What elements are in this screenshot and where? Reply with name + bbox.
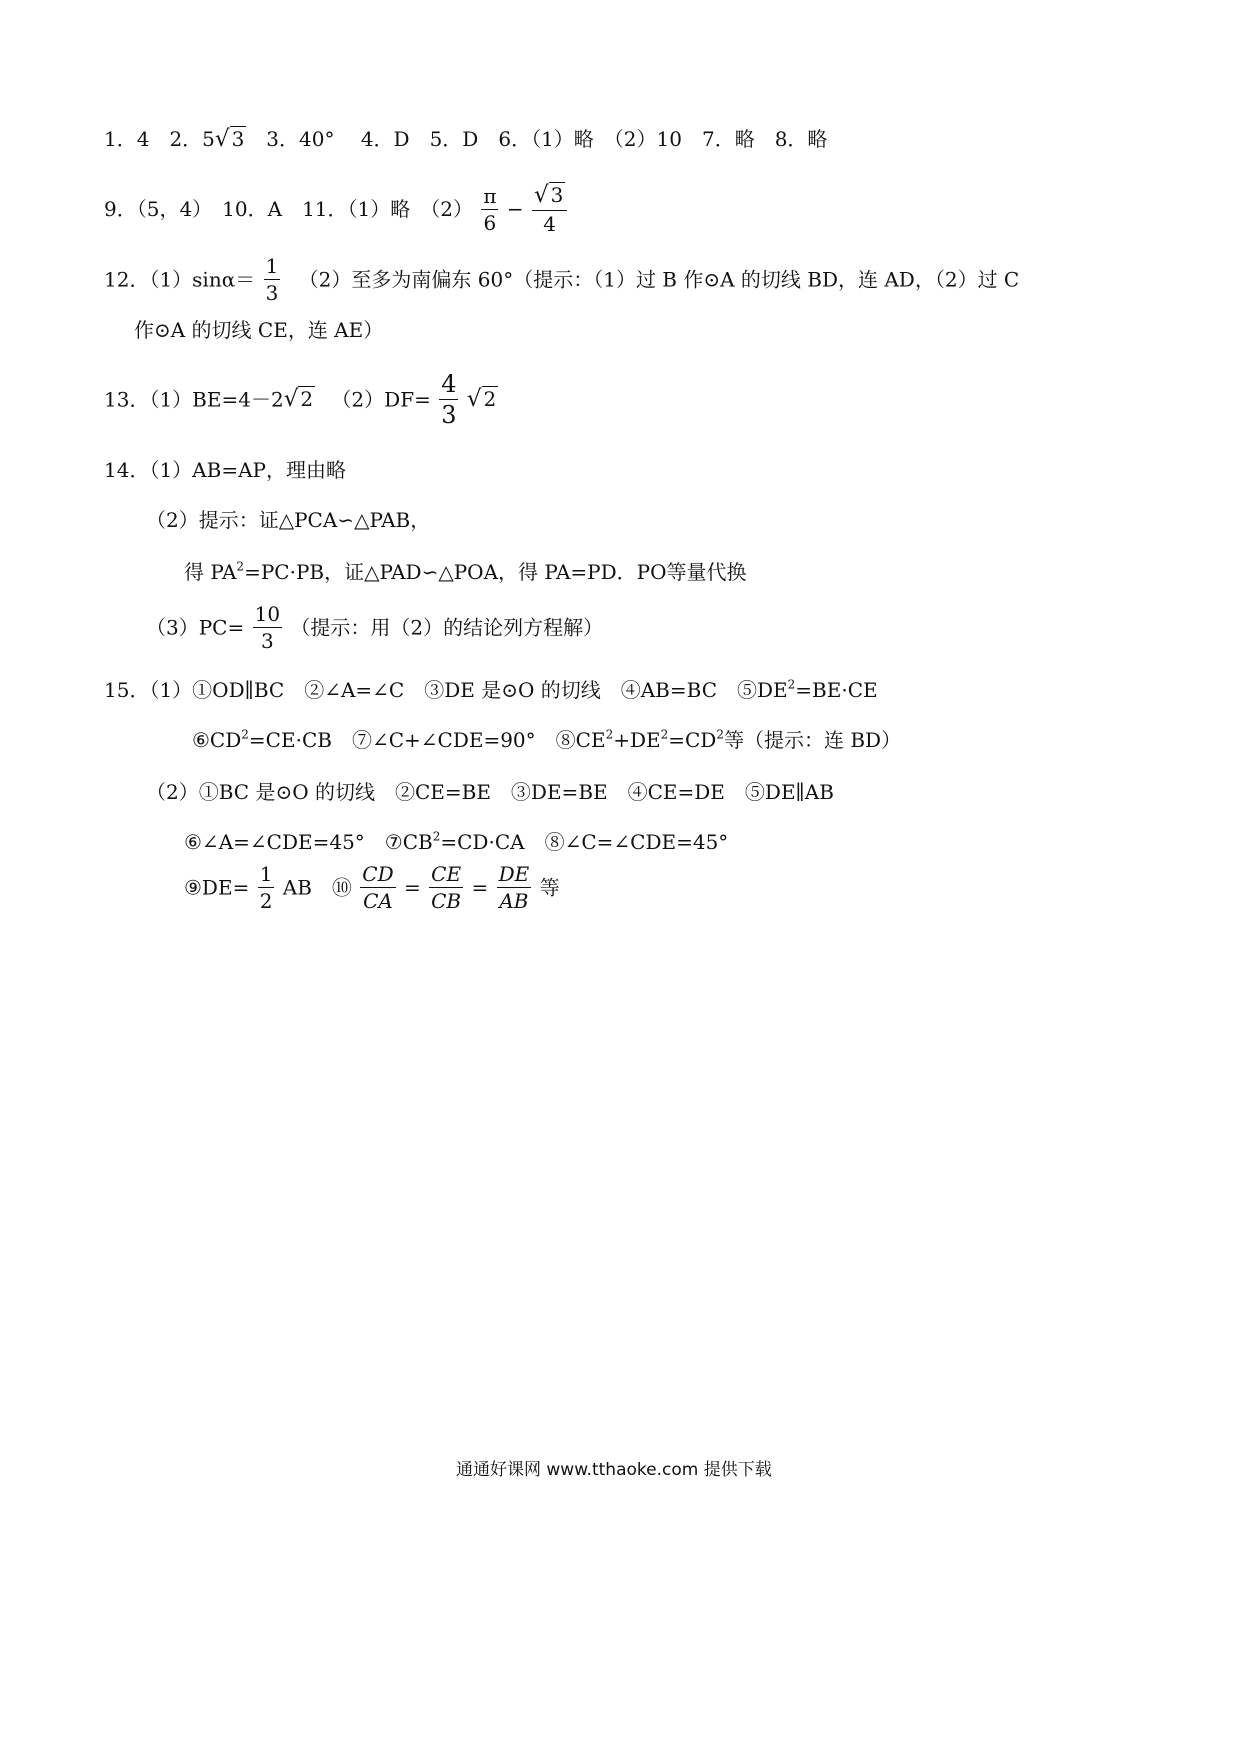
text: 9．（5，4） 10．A 11．（1）略 （2） xyxy=(104,197,473,221)
radical-sign: √ xyxy=(466,386,482,412)
denominator: CA xyxy=(363,889,393,913)
answer-line-14 xyxy=(104,460,346,480)
text: =CD·CA ⑧∠C=∠CDE=45° xyxy=(440,830,729,854)
numerator: 10 xyxy=(254,602,281,626)
text: =CE·CB ⑦∠C+∠CDE=90° ⑧CE xyxy=(248,728,606,752)
fraction-ce-over-cb xyxy=(429,864,463,911)
text: 得 PA xyxy=(184,560,237,584)
text: 14．（1）AB=AP，理由略 xyxy=(104,458,346,482)
denominator: 6 xyxy=(483,210,497,235)
answer-line-14-2 xyxy=(146,510,430,530)
text: 作⊙A 的切线 CE，连 AE） xyxy=(134,318,384,342)
denominator: 3 xyxy=(265,281,279,305)
fraction-10-over-3 xyxy=(253,604,282,651)
answer-line-14-2-cont xyxy=(184,559,747,584)
answer-line-15-1 xyxy=(104,677,878,702)
numerator: 1 xyxy=(265,254,279,278)
numerator xyxy=(532,184,567,211)
answer-line-1-8 xyxy=(104,128,827,151)
numerator: 1 xyxy=(259,862,273,886)
answer-line-12 xyxy=(104,256,1019,303)
text: AB ⑩ xyxy=(282,875,352,900)
denominator: AB xyxy=(499,889,529,913)
text: 1．4 2．5 xyxy=(104,127,215,151)
text: （3）PC= xyxy=(146,615,245,640)
numerator: π xyxy=(483,183,497,208)
fraction-1-over-2 xyxy=(258,864,275,911)
superscript: 2 xyxy=(605,727,614,742)
page-footer xyxy=(456,1462,772,1479)
denominator: CB xyxy=(431,889,462,913)
sqrt-2 xyxy=(284,388,315,411)
text: =BE·CE xyxy=(795,678,878,702)
text: （2）DF= xyxy=(321,387,431,412)
text: 等（提示：连 BD） xyxy=(724,728,902,752)
radical-sign: √ xyxy=(283,386,299,412)
superscript: 2 xyxy=(241,727,249,742)
radicand: 3 xyxy=(550,183,564,207)
text: =CD xyxy=(668,728,717,752)
answer-line-9-11 xyxy=(104,184,569,234)
fraction-1-over-3 xyxy=(264,256,281,303)
equals-sign: = xyxy=(471,875,489,900)
text: ⑥∠A=∠CDE=45° ⑦CB xyxy=(184,830,433,854)
answer-line-15-2 xyxy=(146,782,834,802)
superscript: 2 xyxy=(716,727,724,742)
text: 3．40° 4．D 5．D 6．（1）略 （2）10 7．略 8．略 xyxy=(246,127,828,151)
footer-text: 通通好课网 www.tthaoke.com 提供下载 xyxy=(456,1460,772,1480)
text: 12．（1）sinα＝ xyxy=(104,267,256,292)
text: 13．（1）BE=4－2 xyxy=(104,387,284,412)
fraction-de-over-ab xyxy=(497,864,532,911)
superscript: 2 xyxy=(432,829,441,844)
equals-sign: = xyxy=(403,875,421,900)
text: =PC·PB，证△PAD∽△POA，得 PA=PD．PO等量代换 xyxy=(244,560,747,584)
answer-line-15-2-cont2 xyxy=(184,864,560,911)
text: （提示：用（2）的结论列方程解） xyxy=(290,615,604,640)
numerator: DE xyxy=(498,862,530,886)
answer-line-14-3 xyxy=(146,604,603,651)
denominator: 3 xyxy=(441,401,457,429)
answer-line-15-1-cont xyxy=(192,727,902,752)
numerator: CD xyxy=(362,862,394,886)
superscript: 2 xyxy=(236,559,245,574)
fraction-sqrt3-over-4 xyxy=(532,184,567,234)
radicand: 2 xyxy=(300,387,314,411)
superscript: 2 xyxy=(787,677,796,692)
text: （2）①BC 是⊙O 的切线 ②CE=BE ③DE=BE ④CE=DE ⑤DE∥AB xyxy=(146,780,834,804)
radicand: 3 xyxy=(231,127,245,151)
fraction-pi-over-6 xyxy=(481,183,498,235)
text: （2）至多为南偏东 60°（提示：（1）过 B 作⊙A 的切线 BD，连 AD，（2）过 C xyxy=(288,267,1020,292)
text: 等 xyxy=(539,875,560,900)
text: +DE xyxy=(613,728,661,752)
numerator: CE xyxy=(429,864,463,888)
denominator: 4 xyxy=(543,212,557,236)
text: ⑥CD xyxy=(192,728,242,752)
fraction-cd-over-ca xyxy=(360,864,395,911)
text: ⑨DE= xyxy=(184,875,250,900)
superscript: 2 xyxy=(660,727,669,742)
answer-line-13 xyxy=(104,372,498,427)
minus-sign: − xyxy=(506,197,524,221)
text: 15．（1）①OD∥BC ②∠A=∠C ③DE 是⊙O 的切线 ④AB=BC ⑤DE xyxy=(104,678,788,702)
radical-sign: √ xyxy=(214,126,230,152)
radical-sign: √ xyxy=(533,182,549,208)
radicand: 2 xyxy=(483,387,497,411)
text: （2）提示：证△PCA∽△PAB， xyxy=(146,508,431,532)
numerator: 4 xyxy=(441,370,457,398)
denominator: 3 xyxy=(260,629,274,653)
fraction-4-over-3 xyxy=(439,372,458,427)
answer-line-12-cont xyxy=(134,320,383,340)
sqrt-3 xyxy=(215,128,246,151)
sqrt-3 xyxy=(534,184,565,207)
sqrt-2 xyxy=(467,388,498,411)
denominator: 2 xyxy=(259,889,273,913)
answer-line-15-2-cont xyxy=(184,829,729,854)
